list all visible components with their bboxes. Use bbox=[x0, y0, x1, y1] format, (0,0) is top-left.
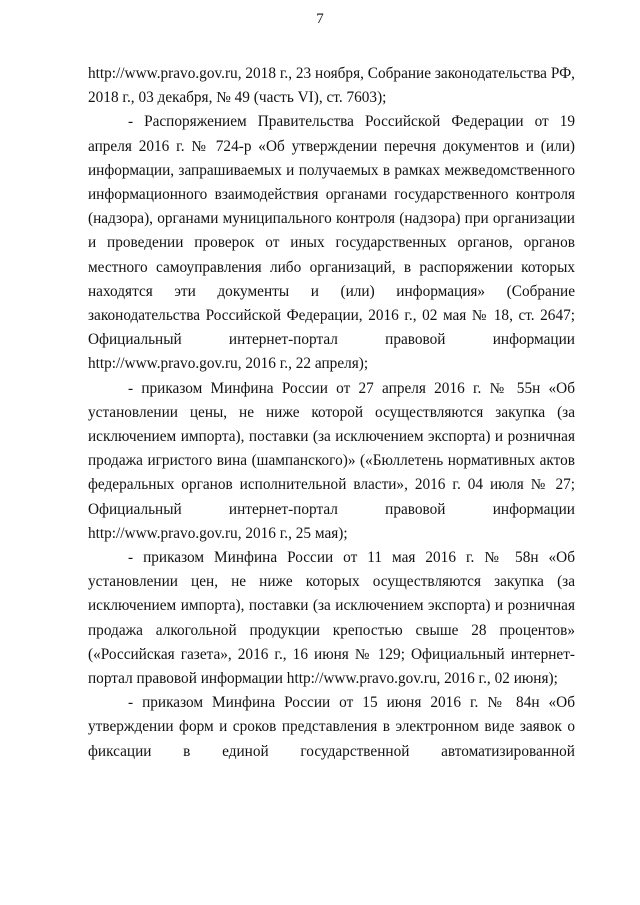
paragraph-3: - приказом Минфина России от 27 апреля 2016 г. № 55н «Об установлении цены, не ниже которой осуществляются закупка (за исключением импорта), поставки (за исключением экспорта) и розничная продажа игристого вина (шампанского)» («Бюллетень нормативных актов федеральных органов исполнительной власти», 2016 г. 04 июля № 27; Официальный интернет-портал правовой информации http://www.pravo.gov.ru, 2016 г., 25 мая); bbox=[88, 379, 575, 542]
paragraph-4: - приказом Минфина России от 11 мая 2016 г. № 58н «Об установлении цен, не ниже которых осуществляются закупка (за исключением импорта), поставки (за исключением экспорта) и розничная продажа алкогольной продукции крепостью свыше 28 процентов» («Российская газета», 2016 г., 16 июня № 129; Официальный интернет-портал правовой информации http://www.pravo.gov.ru, 2016 г., 02 июня); bbox=[88, 549, 575, 688]
paragraph-1: http://www.pravo.gov.ru, 2018 г., 23 ноября, Собрание законодательства РФ, 2018 г., 03 декабря, № 49 (часть VI), ст. 7603); bbox=[88, 65, 575, 107]
page-number: 7 bbox=[316, 11, 324, 27]
paragraph-5: - приказом Минфина России от 15 июня 2016 г. № 84н «Об утверждении форм и сроков представления в электронном виде заявок о фиксации в единой государственной автоматизированной bbox=[88, 694, 575, 760]
paragraph-2: - Распоряжением Правительства Российской Федерации от 19 апреля 2016 г. № 724-р «Об утверждении перечня документов и (или) информации, запрашиваемых и получаемых в рамках межведомственного информационного взаимодействия органами государственного контроля (надзора), органами муниципального контроля (надзора) при организации и проведении проверок от иных государственных органов, органов местного самоуправления либо организаций, в распоряжении которых находятся эти документы и (или) информация» (Собрание законодательства Российской Федерации, 2016 г., 02 мая № 18, ст. 2647; Официальный интернет-портал правовой информации http://www.pravo.gov.ru, 2016 г., 22 апреля); bbox=[88, 113, 575, 373]
document-body bbox=[88, 62, 575, 764]
